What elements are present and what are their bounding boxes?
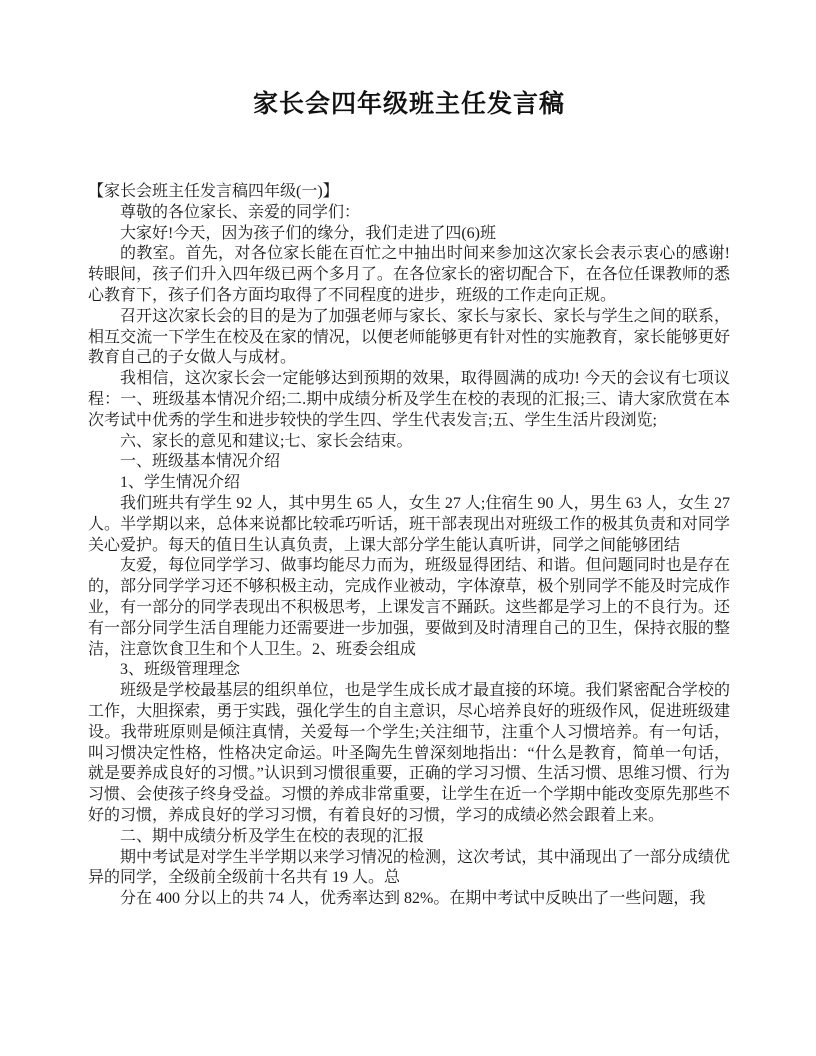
- paragraph: 大家好!今天，因为孩子们的缘分，我们走进了四(6)班: [120, 224, 496, 242]
- paragraph: 【家长会班主任发言稿四年级(一)】: [88, 183, 339, 200]
- paragraph: 召开这次家长会的目的是为了加强老师与家长、家长与家长、家长与学生之间的联系，相互交流一下学生在校及在家的情况，以便老师能够更有针对性的实施教育，家长能够更好教育自己的子女做人与成材。: [88, 307, 730, 367]
- paragraph: 二、期中成绩分析及学生在校的表现的汇报: [120, 827, 425, 845]
- document-title: 家长会四年级班主任发言稿: [252, 91, 565, 118]
- paragraph: 友爱，每位同学学习、做事均能尽力而为，班级显得团结、和谐。但问题同时也是存在的，部分同学学习还不够积极主动，完成作业被动，字体潦草，极个别同学不能及时完成作业，有一部分的同学表现出不积极思考，上课发言不踊跃。这些都是学习上的不良行为。还有一部分同学生活自理能力还需要进一步加强，要做到及时清理自己的卫生，保持衣服的整洁，注意饮食卫生和个人卫生。2、班委会组成: [88, 557, 730, 658]
- document-body: [88, 182, 730, 910]
- paragraph: 1、学生情况介绍: [120, 474, 241, 492]
- paragraph: 期中考试是对学生半学期以来学习情况的检测，这次考试，其中涌现出了一部分成绩优异的同学，全级前全级前十名共有 19 人。总: [88, 848, 730, 887]
- paragraph: 尊敬的各位家长、亲爱的同学们：: [120, 203, 361, 221]
- paragraph: 分在 400 分以上的共 74 人，优秀率达到 82%。在期中考试中反映出了一些问题，我: [120, 890, 706, 908]
- paragraph: 我们班共有学生 92 人，其中男生 65 人，女生 27 人;住宿生 90 人，男生 63 人，女生 27 人。半学期以来，总体来说都比较乖巧听话，班干部表现出对班级工作的极其负责和对同学关心爱护。每天的值日生认真负责，上课大部分学生能认真听讲，同学之间能够团结: [88, 494, 730, 554]
- paragraph: 六、家长的意见和建议;七、家长会结束。: [120, 432, 413, 450]
- paragraph: 我相信，这次家长会一定能够达到预期的效果，取得圆满的成功! 今天的会议有七项议程：一、班级基本情况介绍;二.期中成绩分析及学生在校的表现的汇报;三、请大家欣赏在本次考试中优秀的学生和进步较快的学生四、学生代表发言;五、学生生活片段浏览;: [88, 370, 730, 429]
- paragraph: 的教室。首先，对各位家长能在百忙之中抽出时间来参加这次家长会表示衷心的感谢!转眼间，孩子们升入四年级已两个多月了。在各位家长的密切配合下，在各位任课教师的悉心教育下，孩子们各方面均取得了不同程度的进步，班级的工作走向正规。: [88, 245, 730, 304]
- paragraph: 3、班级管理理念: [120, 661, 241, 679]
- paragraph: 一、班级基本情况介绍: [120, 453, 281, 471]
- paragraph: 班级是学校最基层的组织单位，也是学生成长成才最直接的环境。我们紧密配合学校的工作，大胆探索，勇于实践，强化学生的自主意识，尽心培养良好的班级作风，促进班级建设。我带班原则是倾注真情，关爱每一个学生;关注细节，注重个人习惯培养。有一句话，叫习惯决定性格，性格决定命运。叶圣陶先生曾深刻地指出：“什么是教育，简单一句话，就是要养成良好的习惯。”认识到习惯很重要，正确的学习习惯、生活习惯、思维习惯、行为习惯、会使孩子终身受益。习惯的养成非常重要，让学生在近一个学期中能改变原先那些不好的习惯，养成良好的学习习惯，有着良好的习惯，学习的成绩必然会跟着上来。: [88, 682, 730, 824]
